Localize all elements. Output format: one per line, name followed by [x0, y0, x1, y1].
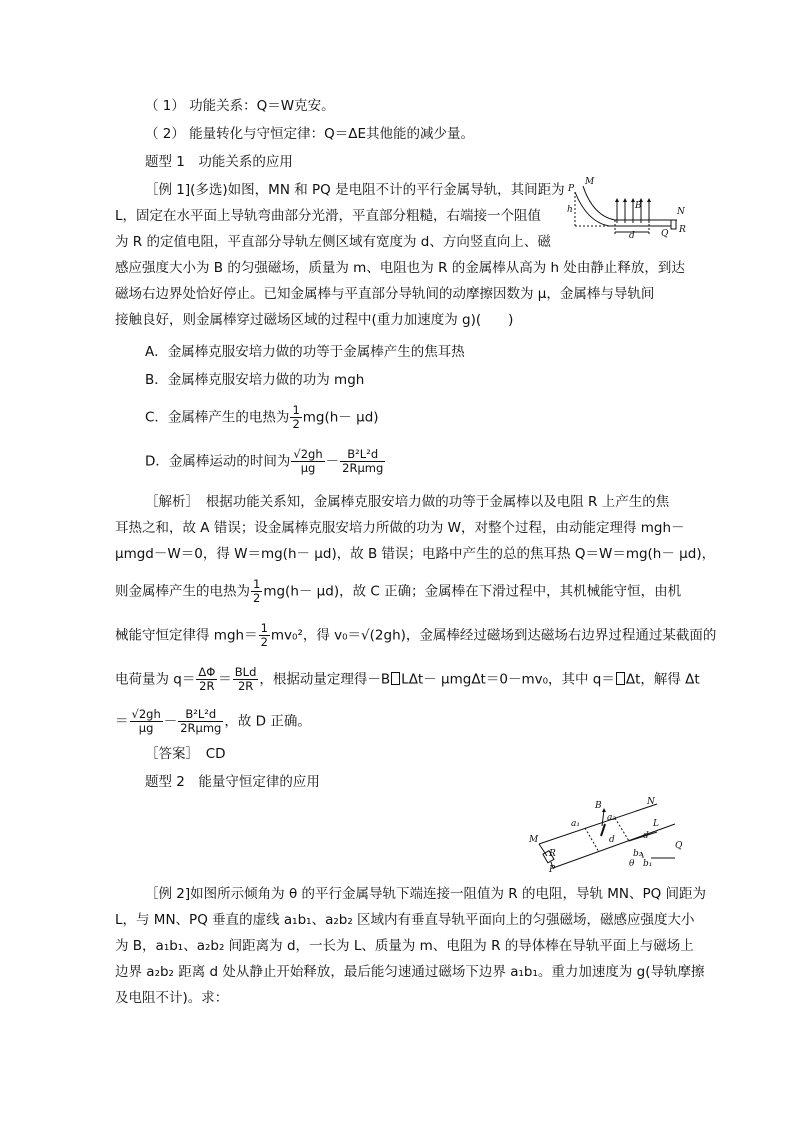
frac-den: 2Rμmg	[180, 721, 222, 735]
analysis-6-end: Δt，解得 Δt	[625, 671, 700, 688]
label-B: B	[635, 201, 642, 211]
field-arrowheads	[615, 198, 651, 202]
fraction-d2	[340, 448, 385, 475]
frac-den: 2	[292, 417, 300, 431]
label-d-1: d	[609, 835, 615, 845]
frac-num: 1	[253, 577, 261, 591]
analysis-6-prefix: 电荷量为 q＝	[115, 671, 196, 688]
fraction-half-3	[259, 622, 270, 649]
frac-den: 2R	[199, 679, 215, 693]
boundary-a2b2	[615, 818, 629, 841]
option-d-prefix: D．金属棒运动的时间为	[145, 453, 291, 470]
label-theta: θ	[629, 859, 635, 869]
frac-den: 2R	[237, 679, 254, 693]
type2-title: 题型 2 能量守恒定律的应用	[145, 774, 320, 790]
frac-num: B²L²d	[340, 448, 385, 462]
fraction-q2	[233, 666, 259, 693]
label-d: d	[629, 231, 635, 241]
figure-2-incline-diagram	[525, 796, 685, 872]
option-c-suffix: mg(h－ μd)	[302, 409, 379, 426]
missing-glyph-box	[391, 672, 400, 685]
frac-num: √2gh	[293, 447, 323, 461]
label-a1: a₁	[571, 819, 580, 829]
type1-title: 题型 1 功能关系的应用	[145, 154, 293, 170]
item-1-text: （ 1） 功能关系：Q＝W克安。	[145, 98, 335, 114]
minus-sign: －	[163, 713, 178, 730]
option-d	[145, 448, 386, 475]
example1-line-5: 磁场右边界处恰好停止。已知金属棒与平直部分导轨间的动摩擦因数为 μ，金属棒与导轨间	[115, 286, 655, 302]
answer: ［答案］ CD	[145, 746, 226, 762]
label-P: P	[549, 865, 556, 872]
frac-num: BLd	[234, 665, 257, 679]
frac-num: √2gh	[131, 707, 161, 721]
frac-den: 2	[260, 635, 268, 649]
frac-num: 1	[292, 403, 300, 417]
analysis-line-7	[115, 708, 311, 735]
label-Q: Q	[675, 841, 683, 851]
label-Q: Q	[661, 229, 669, 239]
curved-rail-top	[583, 186, 615, 220]
fraction-t1	[130, 708, 163, 735]
example2-line-1: ［例 2]如图所示倾角为 θ 的平行金属导轨下端连接一阻值为 R 的电阻，导轨 MN、PQ 间距为	[145, 886, 707, 902]
fraction-d1	[291, 448, 324, 475]
analysis-line-5	[115, 622, 716, 649]
analysis-6-suffix: ，根据动量定理得－B	[259, 671, 391, 688]
label-P: P	[568, 184, 575, 194]
analysis-6-tail: LΔt－ μmgΔt＝0－mv₀，其中 q＝	[401, 671, 615, 688]
label-h: h	[567, 205, 573, 215]
example1-line-6: 接触良好，则金属棒穿过磁场区域的过程中(重力加速度为 g)( )	[115, 312, 514, 328]
boundary-a1b1	[585, 828, 599, 852]
resistor	[671, 220, 676, 229]
analysis-line-4	[115, 578, 681, 605]
label-b1: b₁	[643, 859, 653, 869]
fraction-half-2	[251, 578, 262, 605]
example1-line-1: ［例 1](多选)如图，MN 和 PQ 是电阻不计的平行金属导轨，其间距为	[145, 182, 565, 198]
example1-line-3: 为 R 的定值电阻，平直部分导轨左侧区域有宽度为 d、方向竖直向上、磁	[115, 234, 551, 250]
example2-line-3: 为 B，a₁b₁、a₂b₂ 间距离为 d，一长为 L、质量为 m、电阻为 R 的导体棒在导轨平面上与磁场上	[115, 938, 694, 954]
example2-line-5: 及电阻不计)。求：	[115, 990, 229, 1006]
arrowhead-B	[602, 808, 606, 812]
label-R: R	[549, 849, 556, 859]
option-c-prefix: C．金属棒产生的电热为	[145, 409, 290, 426]
label-b2: b₂	[633, 849, 643, 859]
rail-PQ	[553, 824, 675, 868]
option-b: B．金属棒克服安培力做的功为 mgh	[145, 372, 365, 388]
analysis-line-2: 耳热之和，故 A 错误；设金属棒克服安培力所做的功为 W，对整个过程，由动能定理得 mgh－	[115, 520, 685, 536]
label-M: M	[529, 835, 539, 845]
example2-line-4: 边界 a₂b₂ 距离 d 处从静止开始释放，最后能匀速通过磁场下边界 a₁b₁。重力加速度为 g(导轨摩擦	[115, 964, 705, 980]
field-arrow-B	[602, 810, 604, 826]
frac-num: ΔΦ	[198, 665, 216, 679]
fraction-half	[290, 404, 301, 431]
example1-line-2: L，固定在水平面上导轨弯曲部分光滑，平直部分粗糙，右端接一个阻值	[115, 208, 542, 224]
minus-sign: －	[325, 453, 340, 470]
equals-sign: ＝	[115, 713, 129, 730]
analysis-5-prefix: 械能守恒定律得 mgh＝	[115, 627, 258, 644]
fraction-q1	[196, 666, 217, 693]
frac-den: μg	[138, 721, 154, 735]
label-N: N	[647, 797, 655, 807]
analysis-4-suffix: mg(h－ μd)，故 C 正确；金属棒在下滑过程中，其机械能守恒，由机	[263, 583, 682, 600]
item-2-text: （ 2） 能量转化与守恒定律：Q＝ΔE其他能的减少量。	[145, 126, 475, 142]
option-a: A．金属棒克服安培力做的功等于金属棒产生的焦耳热	[145, 344, 465, 360]
label-a2: a₂	[607, 813, 616, 823]
equals-sign: ＝	[218, 671, 232, 688]
option-c	[145, 404, 379, 431]
label-d-2: d	[643, 831, 649, 841]
analysis-line-3: μmgd－W＝0，得 W＝mg(h－ μd)，故 B 错误；电路中产生的总的焦耳热 Q＝W＝mg(h－ μd)，	[115, 546, 716, 562]
label-B: B	[595, 801, 602, 811]
frac-den: 2Rμmg	[342, 461, 384, 475]
curved-rail-bottom	[575, 192, 609, 226]
fraction-t2	[178, 708, 223, 735]
analysis-line-1: ［解析］ 根据功能关系知，金属棒克服安培力做的功等于金属棒以及电阻 R 上产生的焦	[145, 494, 670, 510]
analysis-4-prefix: 则金属棒产生的电热为	[115, 583, 250, 600]
analysis-5-mid: mv₀²，得 v₀＝√(2gh)，金属棒经过磁场到达磁场右边界过程通过某截面的	[270, 627, 717, 644]
label-L: L	[653, 819, 659, 829]
frac-den: μg	[300, 461, 316, 475]
label-M: M	[585, 177, 595, 187]
label-R: R	[679, 225, 686, 235]
example2-line-2: L，与 MN、PQ 垂直的虚线 a₁b₁、a₂b₂ 区域内有垂直导轨平面向上的匀强磁场，磁感应强度大小	[115, 912, 695, 928]
analysis-line-6	[115, 666, 700, 693]
example1-line-4: 感应强度大小为 B 的匀强磁场，质量为 m、电阻也为 R 的金属棒从高为 h 处由静止释放，到达	[115, 260, 685, 276]
frac-den: 2	[253, 591, 261, 605]
figure-1-rail-diagram	[565, 176, 690, 244]
analysis-7-suffix: ，故 D 正确。	[224, 713, 311, 730]
frac-num: B²L²d	[178, 708, 223, 722]
missing-glyph-box	[616, 672, 625, 685]
frac-num: 1	[260, 621, 268, 635]
label-N: N	[677, 207, 685, 217]
